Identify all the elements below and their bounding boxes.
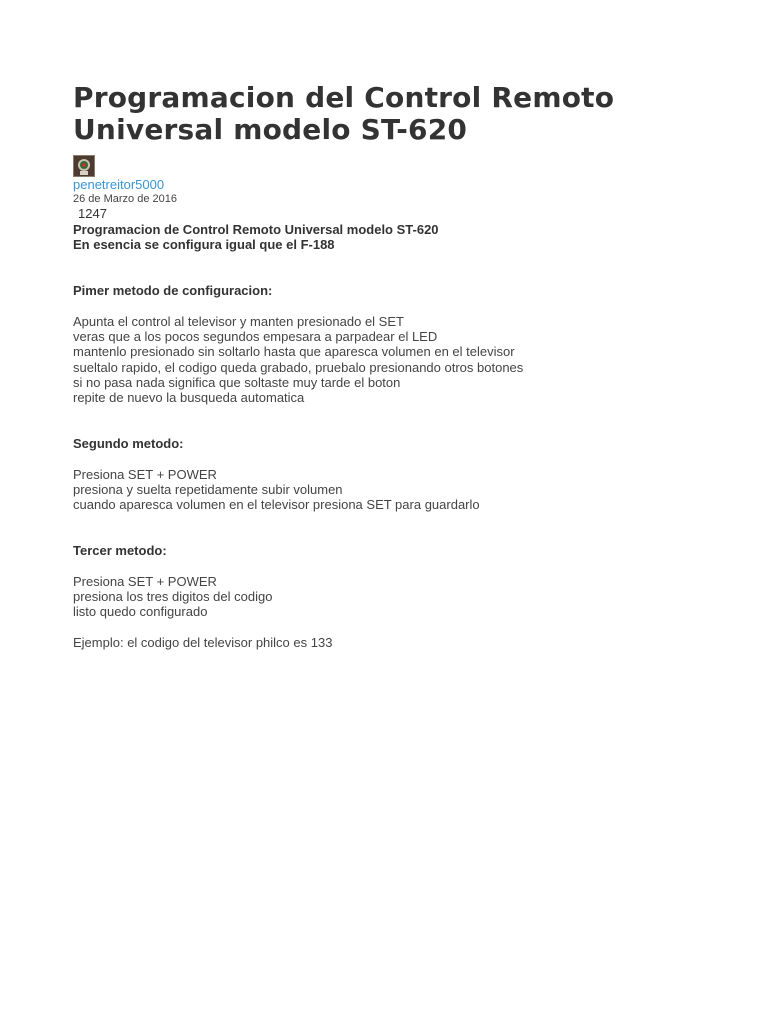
title-line-1: Programacion del Control Remoto: [73, 81, 615, 114]
method2-heading: Segundo metodo:: [73, 436, 184, 452]
method1-step: veras que a los pocos segundos empesara a parpadear el LED: [73, 329, 438, 345]
method1-step: mantenlo presionado sin soltarlo hasta que aparesca volumen en el televisor: [73, 344, 515, 360]
method1-heading: Pimer metodo de configuracion:: [73, 283, 273, 299]
page-title: [73, 82, 695, 146]
post-date: 26 de Marzo de 2016: [73, 193, 177, 205]
article-body: [73, 222, 695, 650]
method1-step: sueltalo rapido, el codigo queda grabado, pruebalo presionando otros botones: [73, 359, 524, 375]
method2-step: Presiona SET + POWER: [73, 466, 217, 482]
method1-step: repite de nuevo la busqueda automatica: [73, 390, 305, 406]
example-line: Ejemplo: el codigo del televisor philco es 133: [73, 635, 333, 651]
title-line-2: Universal modelo ST-620: [73, 113, 468, 146]
method3-step: listo quedo configurado: [73, 604, 208, 620]
author-link[interactable]: penetreitor5000: [73, 177, 165, 192]
method2-step: presiona y suelta repetidamente subir volumen: [73, 482, 343, 498]
intro-line: En esencia se configura igual que el F-188: [73, 237, 335, 253]
method3-heading: Tercer metodo:: [73, 543, 167, 559]
avatar-image-icon: [74, 156, 94, 176]
method1-step: si no pasa nada significa que soltaste muy tarde el boton: [73, 374, 401, 390]
avatar[interactable]: [73, 155, 95, 177]
method1-step: Apunta el control al televisor y manten presionado el SET: [73, 313, 404, 329]
method3-step: Presiona SET + POWER: [73, 573, 217, 589]
method3-step: presiona los tres digitos del codigo: [73, 589, 273, 605]
view-count: 1247: [78, 206, 107, 221]
method2-step: cuando aparesca volumen en el televisor presiona SET para guardarlo: [73, 497, 480, 513]
intro-line: Programacion de Control Remoto Universal modelo ST-620: [73, 222, 439, 237]
